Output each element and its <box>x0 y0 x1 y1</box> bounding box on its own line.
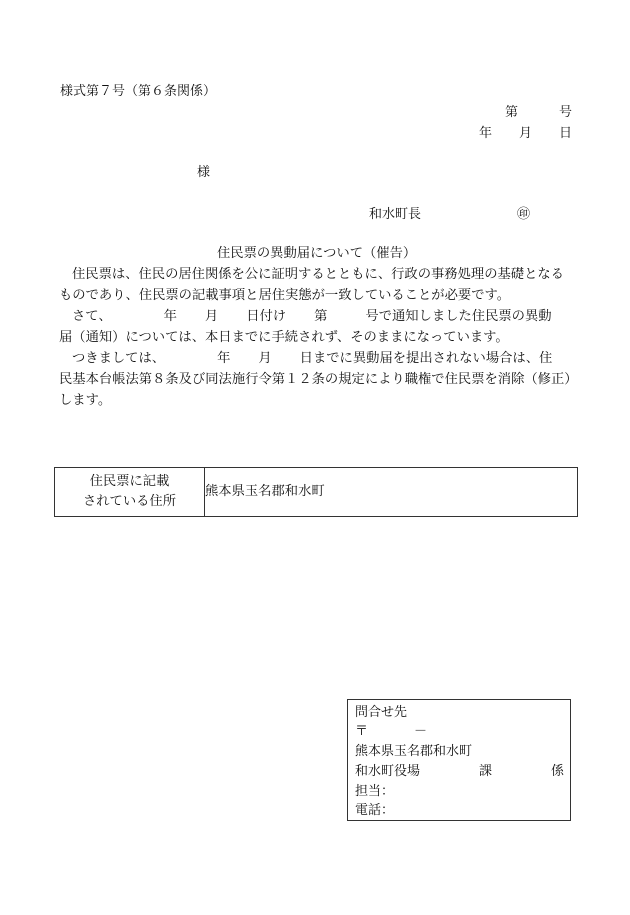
office-row <box>355 765 564 778</box>
postal-code-row <box>355 725 427 738</box>
para2-no-prefix: 第 <box>314 309 328 324</box>
postal-dash: － <box>414 724 428 739</box>
registered-address-table <box>54 467 578 517</box>
para2-month: 月 <box>204 309 219 324</box>
para3-rest: 日までに異動届を提出されない場合は、住 <box>299 351 553 366</box>
document-number-suffix: 号 <box>559 105 573 120</box>
contact-box <box>347 699 571 821</box>
paragraph-2-line-2: 届（通知）については、本日までに手続されず、そのままになっています。 <box>59 330 509 345</box>
address-row <box>55 468 578 517</box>
address-label-line-2: されている住所 <box>82 494 177 509</box>
paragraph-1-line-1: 住民票は、住民の居住関係を公に証明するとともに、行政の事務処理の基礎となる <box>72 267 564 282</box>
para2-rest: 号で通知しました住民票の異動 <box>365 309 552 324</box>
person-in-charge-label: 担当： <box>355 784 395 799</box>
paragraph-3-line-3: します。 <box>59 393 112 408</box>
address-label-cell <box>55 468 205 517</box>
subsection-label: 係 <box>551 764 565 779</box>
date-month-label: 月 <box>519 126 533 141</box>
para3-month: 月 <box>258 351 272 366</box>
address-label-line-1: 住民票に記載 <box>89 474 170 489</box>
sender-title: 和水町長 <box>369 207 422 222</box>
postal-mark: 〒 <box>355 724 369 739</box>
notice-body <box>59 264 579 411</box>
para3-lead: つきましては、 <box>72 351 166 366</box>
document-number-prefix: 第 <box>505 105 519 120</box>
para2-year: 年 <box>163 309 177 324</box>
paragraph-3-line-2: 民基本台帳法第８条及び同法施行令第１２条の規定により職権で住民票を消除（修正） <box>59 372 578 387</box>
para2-lead: さて、 <box>72 309 112 324</box>
paragraph-1-line-2: ものであり、住民票の記載事項と居住実態が一致していることが必要です。 <box>59 288 511 303</box>
contact-heading: 問合せ先 <box>355 705 408 720</box>
contact-address: 熊本県玉名郡和水町 <box>355 744 473 759</box>
para2-date-suffix: 日付け <box>246 309 287 324</box>
form-number: 様式第７号（第６条関係） <box>60 84 217 99</box>
address-value-cell: 熊本県玉名郡和水町 <box>205 468 578 517</box>
date-year-label: 年 <box>479 126 493 141</box>
paragraph-2-line-1 <box>59 306 579 327</box>
seal-mark: ㊞ <box>517 207 531 222</box>
paragraph-3-line-1 <box>59 348 579 369</box>
addressee-suffix: 様 <box>197 165 211 180</box>
office-name: 和水町役場 <box>355 764 421 779</box>
section-label: 課 <box>479 764 493 779</box>
date-day-label: 日 <box>559 126 573 141</box>
para3-year: 年 <box>217 351 231 366</box>
document-title: 住民票の異動届について（催告） <box>217 246 417 261</box>
phone-label: 電話： <box>355 803 395 818</box>
